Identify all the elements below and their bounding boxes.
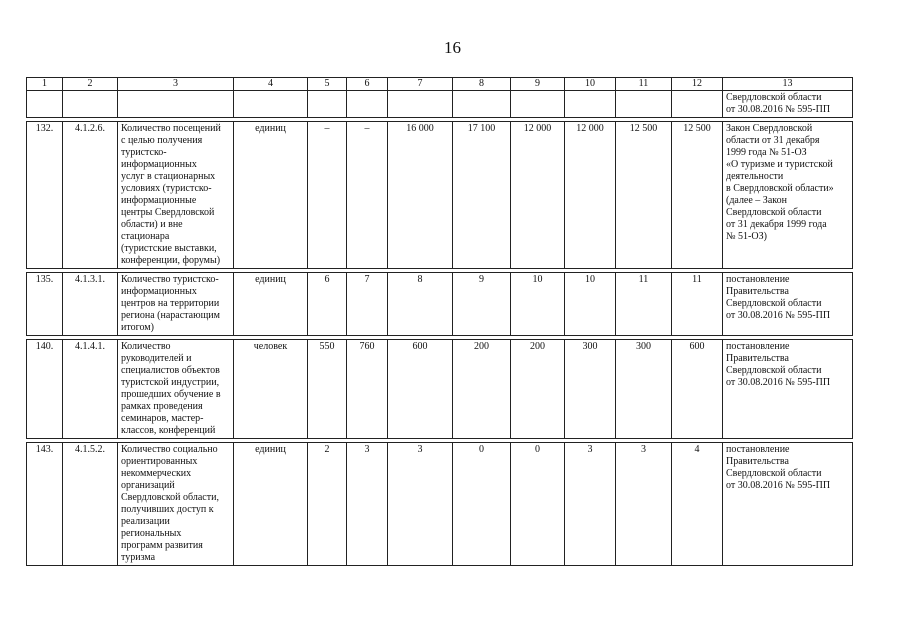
source-cell: Закон Свердловской области от 31 декабря 1999 года № 51-ОЗ «О туризме и туристской деятельности в Свердловской области» (далее – Закон Свердловской области от 31 декабря 1999 года № 51-ОЗ) bbox=[723, 122, 853, 269]
indicator-code: 4.1.5.2. bbox=[63, 443, 118, 566]
indicator-code: 4.1.4.1. bbox=[63, 340, 118, 439]
column-header: 6 bbox=[347, 78, 388, 91]
value-cell: 200 bbox=[453, 340, 511, 439]
table-cell bbox=[308, 91, 347, 118]
value-cell: 12 000 bbox=[511, 122, 565, 269]
value-cell: 0 bbox=[511, 443, 565, 566]
column-number-row bbox=[27, 78, 853, 91]
column-header: 13 bbox=[723, 78, 853, 91]
value-cell: 3 bbox=[565, 443, 616, 566]
unit-cell: единиц bbox=[234, 443, 308, 566]
column-header: 8 bbox=[453, 78, 511, 91]
row-number: 143. bbox=[27, 443, 63, 566]
source-cell: постановление Правительства Свердловской области от 30.08.2016 № 595-ПП bbox=[723, 443, 853, 566]
table-row bbox=[27, 340, 853, 439]
value-cell: 550 bbox=[308, 340, 347, 439]
value-cell: 8 bbox=[388, 273, 453, 336]
table-cell bbox=[453, 91, 511, 118]
value-cell: 12 500 bbox=[616, 122, 672, 269]
unit-cell: человек bbox=[234, 340, 308, 439]
column-header: 7 bbox=[388, 78, 453, 91]
table-cell bbox=[347, 91, 388, 118]
table-cell bbox=[27, 91, 63, 118]
column-header: 4 bbox=[234, 78, 308, 91]
table-cell bbox=[511, 91, 565, 118]
value-cell: 12 000 bbox=[565, 122, 616, 269]
indicator-name: Количество туристско- информационных центров на территории региона (нарастающим итогом) bbox=[118, 273, 234, 336]
row-number: 132. bbox=[27, 122, 63, 269]
source-cell: постановление Правительства Свердловской области от 30.08.2016 № 595-ПП bbox=[723, 340, 853, 439]
table-cell bbox=[672, 91, 723, 118]
value-cell: 2 bbox=[308, 443, 347, 566]
indicator-name: Количество социально ориентированных некоммерческих организаций Свердловской области, получивших доступ к реализации региональных программ развития туризма bbox=[118, 443, 234, 566]
column-header: 3 bbox=[118, 78, 234, 91]
column-header: 1 bbox=[27, 78, 63, 91]
value-cell: 10 bbox=[511, 273, 565, 336]
column-header: 10 bbox=[565, 78, 616, 91]
source-cell: постановление Правительства Свердловской области от 30.08.2016 № 595-ПП bbox=[723, 273, 853, 336]
row-number: 140. bbox=[27, 340, 63, 439]
value-cell: 9 bbox=[453, 273, 511, 336]
value-cell: 3 bbox=[347, 443, 388, 566]
indicator-code: 4.1.3.1. bbox=[63, 273, 118, 336]
value-cell: 12 500 bbox=[672, 122, 723, 269]
table-cell bbox=[565, 91, 616, 118]
table-cell bbox=[234, 91, 308, 118]
value-cell: 16 000 bbox=[388, 122, 453, 269]
continuation-row bbox=[27, 91, 853, 118]
value-cell: 4 bbox=[672, 443, 723, 566]
value-cell: 300 bbox=[565, 340, 616, 439]
value-cell: 600 bbox=[672, 340, 723, 439]
indicator-name: Количество руководителей и специалистов объектов туристской индустрии, прошедших обучение в рамках проведения семинаров, мастер- классов, конференций bbox=[118, 340, 234, 439]
value-cell: – bbox=[308, 122, 347, 269]
table-cell bbox=[63, 91, 118, 118]
column-header: 9 bbox=[511, 78, 565, 91]
table-row bbox=[27, 122, 853, 269]
column-header: 2 bbox=[63, 78, 118, 91]
value-cell: 3 bbox=[388, 443, 453, 566]
value-cell: 760 bbox=[347, 340, 388, 439]
page-number: 16 bbox=[444, 38, 461, 57]
indicator-name: Количество посещений с целью получения туристско- информационных услуг в стационарных условиях (туристско- информационные центры Свердловской области) и вне стационара (туристские выставки, конференции, форумы) bbox=[118, 122, 234, 269]
row-number: 135. bbox=[27, 273, 63, 336]
column-header: 5 bbox=[308, 78, 347, 91]
source-cell: Свердловской области от 30.08.2016 № 595-ПП bbox=[723, 91, 853, 118]
value-cell: 300 bbox=[616, 340, 672, 439]
table-cell bbox=[118, 91, 234, 118]
value-cell: 11 bbox=[616, 273, 672, 336]
value-cell: 11 bbox=[672, 273, 723, 336]
value-cell: 6 bbox=[308, 273, 347, 336]
value-cell: 600 bbox=[388, 340, 453, 439]
column-header: 11 bbox=[616, 78, 672, 91]
value-cell: 10 bbox=[565, 273, 616, 336]
value-cell: 7 bbox=[347, 273, 388, 336]
table-row bbox=[27, 443, 853, 566]
unit-cell: единиц bbox=[234, 122, 308, 269]
table-cell bbox=[388, 91, 453, 118]
indicator-code: 4.1.2.6. bbox=[63, 122, 118, 269]
indicators-table bbox=[26, 77, 853, 566]
value-cell: 17 100 bbox=[453, 122, 511, 269]
table-cell bbox=[616, 91, 672, 118]
value-cell: 3 bbox=[616, 443, 672, 566]
value-cell: – bbox=[347, 122, 388, 269]
table-row bbox=[27, 273, 853, 336]
column-header: 12 bbox=[672, 78, 723, 91]
unit-cell: единиц bbox=[234, 273, 308, 336]
value-cell: 0 bbox=[453, 443, 511, 566]
value-cell: 200 bbox=[511, 340, 565, 439]
